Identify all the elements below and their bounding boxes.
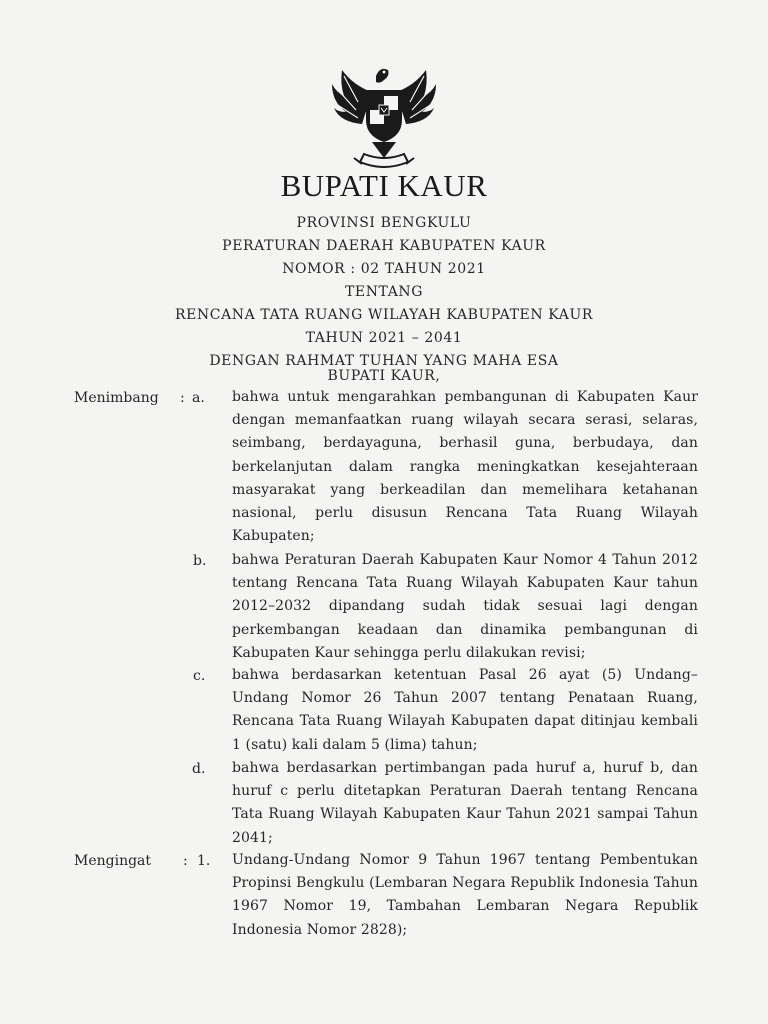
- item-marker: d.: [192, 761, 206, 777]
- item-marker: 1.: [197, 853, 211, 869]
- mengingat-colon: :: [183, 853, 188, 869]
- menimbang-item-b: bahwa Peraturan Daerah Kabupaten Kaur Nomor 4 Tahun 2012 tentang Rencana Tata Ruang Wilayah Kabupaten Kaur tahun 2012–2032 dipandang sudah tidak sesuai lagi dengan perkembangan keadaan dan dinamika pembangunan di Kabupaten Kaur sehingga perlu dilakukan revisi;: [232, 552, 698, 661]
- item-marker: a.: [192, 390, 205, 406]
- garuda-emblem-icon: [324, 62, 444, 174]
- about-line: TENTANG: [344, 284, 424, 300]
- regulation-line: PERATURAN DAERAH KABUPATEN KAUR: [222, 238, 546, 254]
- menimbang-colon: :: [180, 390, 185, 406]
- province-line: PROVINSI BENGKULU: [296, 215, 472, 231]
- subject-line: RENCANA TATA RUANG WILAYAH KABUPATEN KAUR: [174, 307, 594, 323]
- item-marker: c.: [193, 668, 206, 684]
- document-title: BUPATI KAUR: [280, 168, 488, 203]
- menimbang-item-c: bahwa berdasarkan ketentuan Pasal 26 ayat (5) Undang–Undang Nomor 26 Tahun 2007 tentang Penataan Ruang, Rencana Tata Ruang Wilayah Kabupaten dapat ditinjau kembali 1 (satu) kali dalam 5 (lima) tahun;: [232, 667, 698, 753]
- mengingat-item-1: Undang-Undang Nomor 9 Tahun 1967 tentang Pembentukan Propinsi Bengkulu (Lembaran Negara Republik Indonesia Tahun 1967 Nomor 19, Tambahan Lembaran Negara Republik Indonesia Nomor 2828);: [232, 852, 698, 938]
- official-line: BUPATI KAUR,: [327, 368, 441, 384]
- menimbang-item-d: bahwa berdasarkan pertimbangan pada huruf a, huruf b, dan huruf c perlu ditetapkan Peraturan Daerah tentang Rencana Tata Ruang Wilayah Kabupaten Kaur Tahun 2021 sampai Tahun 2041;: [232, 760, 698, 846]
- blessing-line: DENGAN RAHMAT TUHAN YANG MAHA ESA: [209, 353, 559, 369]
- mengingat-label: Mengingat: [74, 853, 152, 869]
- period-line: TAHUN 2021 – 2041: [305, 330, 463, 346]
- menimbang-label: Menimbang: [74, 390, 159, 406]
- item-marker: b.: [193, 553, 207, 569]
- number-line: NOMOR : 02 TAHUN 2021: [282, 261, 486, 277]
- menimbang-item-a: bahwa untuk mengarahkan pembangunan di Kabupaten Kaur dengan memanfaatkan ruang wilayah secara serasi, selaras, seimbang, berdayaguna, berhasil guna, berbudaya, dan berkelanjutan dalam rangka meningkatkan kesejahteraan masyarakat yang berkeadilan dan memelihara ketahanan nasional, perlu disusun Rencana Tata Ruang Wilayah Kabupaten;: [232, 389, 698, 545]
